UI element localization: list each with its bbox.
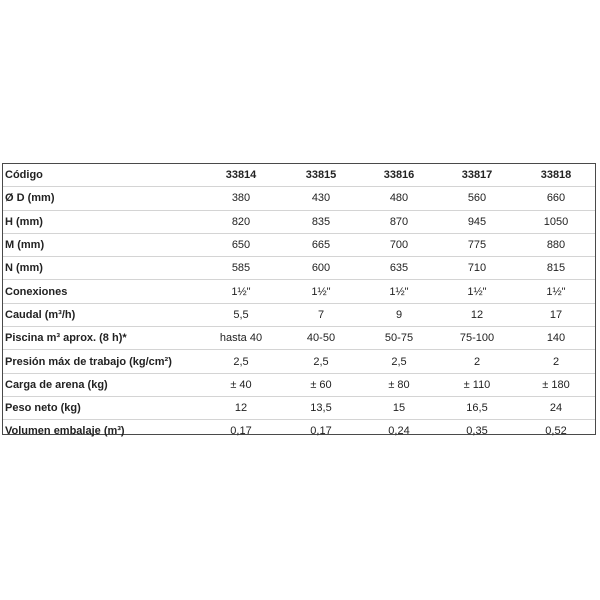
row-value: 75-100 xyxy=(437,327,517,350)
row-value: 2 xyxy=(437,350,517,373)
row-value: 5,5 xyxy=(201,303,281,326)
row-value: 0,35 xyxy=(466,425,488,438)
row-value: 1½" xyxy=(281,280,361,303)
row-value: 820 xyxy=(201,210,281,233)
table-row xyxy=(3,303,595,326)
row-label: N (mm) xyxy=(3,257,201,280)
row-value: ± 110 xyxy=(437,373,517,396)
row-value: ± 60 xyxy=(281,373,361,396)
header-code: 33814 xyxy=(201,164,281,187)
row-value: 0,24 xyxy=(388,425,410,438)
row-value: 1050 xyxy=(517,210,595,233)
header-code: 33818 xyxy=(517,164,595,187)
row-value: ± 180 xyxy=(517,373,595,396)
row-value: 700 xyxy=(361,233,437,256)
row-label: M (mm) xyxy=(3,233,201,256)
row-value: 775 xyxy=(437,233,517,256)
row-value: 2 xyxy=(517,350,595,373)
row-value: 15 xyxy=(361,396,437,419)
row-value: 815 xyxy=(517,257,595,280)
row-value: 0,52 xyxy=(545,425,567,438)
row-value: 40-50 xyxy=(281,327,361,350)
row-value: 50-75 xyxy=(361,327,437,350)
table-row xyxy=(3,210,595,233)
row-value: 650 xyxy=(201,233,281,256)
row-label: Piscina m³ aprox. (8 h)* xyxy=(3,327,201,350)
row-value: 635 xyxy=(361,257,437,280)
row-value: 880 xyxy=(517,233,595,256)
row-label: Peso neto (kg) xyxy=(3,396,201,419)
row-value: 660 xyxy=(517,187,595,210)
header-code: 33816 xyxy=(361,164,437,187)
row-value: 835 xyxy=(281,210,361,233)
table-row xyxy=(3,187,595,210)
row-value: 710 xyxy=(437,257,517,280)
table-row xyxy=(3,420,595,443)
header-code: 33815 xyxy=(281,164,361,187)
row-value: ± 40 xyxy=(201,373,281,396)
table-row xyxy=(3,280,595,303)
specs-table xyxy=(3,164,595,443)
row-label: Presión máx de trabajo (kg/cm²) xyxy=(3,350,201,373)
row-value: 13,5 xyxy=(281,396,361,419)
row-value: 1½" xyxy=(201,280,281,303)
row-value: 2,5 xyxy=(201,350,281,373)
row-value: 1½" xyxy=(437,280,517,303)
row-label: Conexiones xyxy=(3,280,201,303)
table-row xyxy=(3,373,595,396)
row-value: 430 xyxy=(281,187,361,210)
header-code: 33817 xyxy=(437,164,517,187)
table-header-row xyxy=(3,164,595,187)
table-row xyxy=(3,327,595,350)
row-label: Volumen embalaje (m³) xyxy=(5,425,125,438)
table-row xyxy=(3,257,595,280)
row-value: 7 xyxy=(281,303,361,326)
row-value: 945 xyxy=(437,210,517,233)
row-value: 0,17 xyxy=(310,425,332,438)
row-label: H (mm) xyxy=(3,210,201,233)
row-value: 9 xyxy=(361,303,437,326)
row-value: 600 xyxy=(281,257,361,280)
row-label: Caudal (m³/h) xyxy=(3,303,201,326)
row-value: 1½" xyxy=(361,280,437,303)
row-value: 560 xyxy=(437,187,517,210)
table-row xyxy=(3,233,595,256)
row-value: 2,5 xyxy=(281,350,361,373)
row-value: 480 xyxy=(361,187,437,210)
row-value: 16,5 xyxy=(437,396,517,419)
row-value: 2,5 xyxy=(361,350,437,373)
row-value: 585 xyxy=(201,257,281,280)
specs-table-body xyxy=(3,164,595,443)
row-value: hasta 40 xyxy=(201,327,281,350)
table-row xyxy=(3,350,595,373)
table-row xyxy=(3,396,595,419)
row-label: Ø D (mm) xyxy=(3,187,201,210)
row-value: 24 xyxy=(517,396,595,419)
specs-table-frame xyxy=(2,163,596,438)
row-label: Carga de arena (kg) xyxy=(3,373,201,396)
row-value: 140 xyxy=(517,327,595,350)
row-value: 1½" xyxy=(517,280,595,303)
header-label: Código xyxy=(3,164,201,187)
row-value: 665 xyxy=(281,233,361,256)
row-value: 12 xyxy=(437,303,517,326)
row-value: 380 xyxy=(201,187,281,210)
row-value: 0,17 xyxy=(230,425,252,438)
row-value: 12 xyxy=(201,396,281,419)
row-value: 17 xyxy=(517,303,595,326)
row-value: 870 xyxy=(361,210,437,233)
row-value: ± 80 xyxy=(361,373,437,396)
